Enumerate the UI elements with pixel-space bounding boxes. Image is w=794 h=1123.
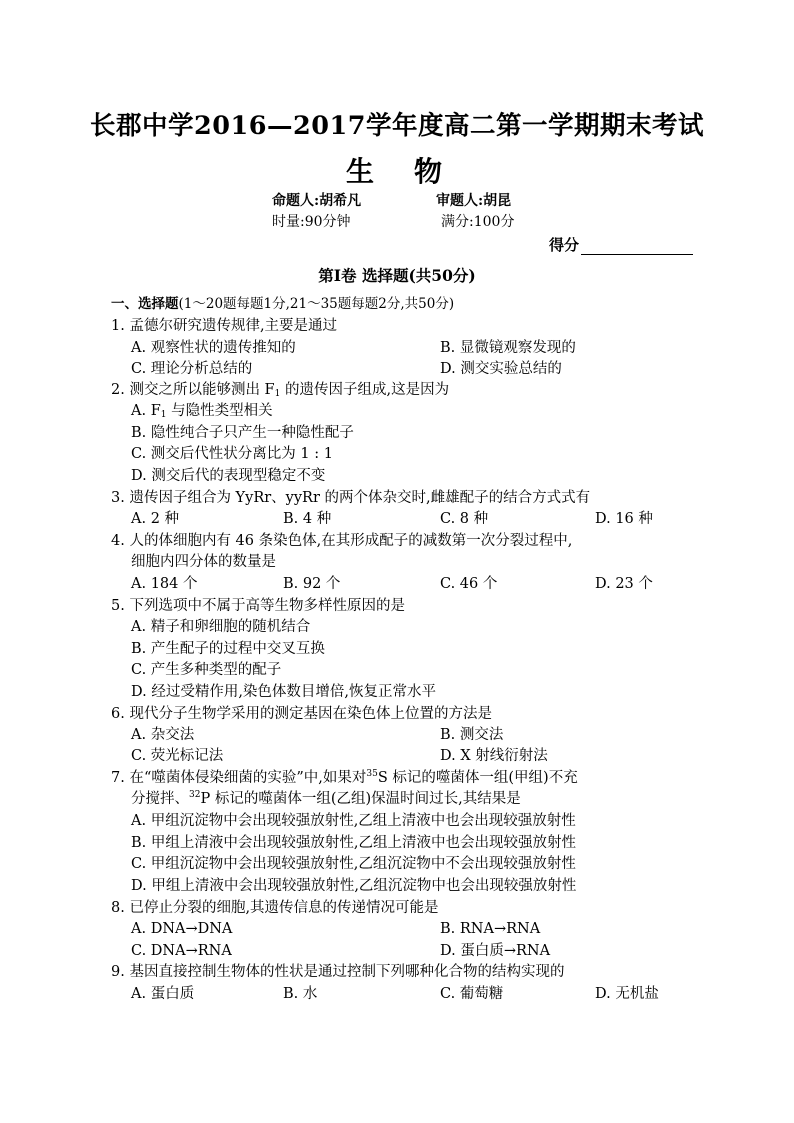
q4-option-c[interactable]: C. 46 个 [440,576,498,592]
q7-option-c[interactable]: C. 甲组沉淀物中会出现较强放射性,乙组沉淀物中不会出现较强放射性 [131,856,576,872]
q2-stem-post: 的遗传因子组成,这是因为 [280,382,450,398]
q6-option-d[interactable]: D. X 射线衍射法 [440,748,548,764]
score-field [549,234,693,255]
q4-option-a[interactable]: A. 184 个 [131,576,198,592]
q1-option-d[interactable]: D. 测交实验总结的 [440,361,562,377]
q9-option-a[interactable]: A. 蛋白质 [131,986,195,1002]
q7-option-d[interactable]: D. 甲组上清液中会出现较强放射性,乙组沉淀物中也会出现较强放射性 [131,878,577,894]
q5-option-a[interactable]: A. 精子和卵细胞的随机结合 [131,619,311,635]
question-4-stem: 4. 人的体细胞内有 46 条染色体,在其形成配子的减数第一次分裂过程中, [111,533,573,549]
q1-option-b[interactable]: B. 显微镜观察发现的 [440,340,576,356]
q4-option-b[interactable]: B. 92 个 [283,576,341,592]
q7-stem2-post: P 标记的噬菌体一组(乙组)保温时间过长,其结果是 [200,791,521,807]
q7-isotope-32: 32 [189,790,201,800]
question-6-stem: 6. 现代分子生物学采用的测定基因在染色体上位置的方法是 [111,706,492,722]
q2-stem-pre: 2. 测交之所以能够测出 F [111,382,275,398]
score-label: 得分 [549,236,580,254]
q9-option-d[interactable]: D. 无机盐 [595,986,659,1002]
q6-option-a[interactable]: A. 杂交法 [131,727,195,743]
setter-name: 胡希凡 [319,193,362,209]
q1-option-a[interactable]: A. 观察性状的遗传推知的 [131,340,296,356]
q2-a-pre: A. F [131,403,161,419]
reviewer-label: 审题人: [436,193,484,209]
q7-isotope-35: 35 [366,769,378,779]
q9-option-c[interactable]: C. 葡萄糖 [440,986,504,1002]
question-8-stem: 8. 已停止分裂的细胞,其遗传信息的传递情况可能是 [111,900,439,916]
question-4-stem-cont: 细胞内四分体的数量是 [131,554,276,570]
score-blank[interactable] [581,240,693,255]
q3-option-a[interactable]: A. 2 种 [131,511,180,527]
q2-a-post: 与隐性类型相关 [166,403,273,419]
q8-option-d[interactable]: D. 蛋白质→RNA [440,943,551,959]
q8-option-c[interactable]: C. DNA→RNA [131,943,232,959]
section-title: 第Ⅰ卷 选择题(共50分) [318,266,476,285]
q5-option-d[interactable]: D. 经过受精作用,染色体数目增倍,恢复正常水平 [131,684,437,700]
reviewer-name: 胡昆 [483,193,512,209]
q2-option-a[interactable] [131,401,273,422]
q7-option-b[interactable]: B. 甲组上清液中会出现较强放射性,乙组上清液中也会出现较强放射性 [131,835,576,851]
question-2-stem [111,380,449,401]
time-limit: 时量:90分钟 [272,214,351,230]
question-9-stem: 9. 基因直接控制生物体的性状是通过控制下列哪种化合物的结构实现的 [111,964,565,980]
q4-option-d[interactable]: D. 23 个 [595,576,653,592]
q2-stem-sub: 1 [274,389,281,399]
q6-option-c[interactable]: C. 荧光标记法 [131,748,224,764]
q2-option-d[interactable]: D. 测交后代的表现型稳定不变 [131,468,326,484]
q9-option-b[interactable]: B. 水 [283,986,318,1002]
q3-option-d[interactable]: D. 16 种 [595,511,653,527]
question-7-stem-cont [131,789,521,810]
q1-option-c[interactable]: C. 理论分析总结的 [131,361,253,377]
question-3-stem: 3. 遗传因子组合为 YyRr、yyRr 的两个体杂交时,雌雄配子的结合方式式有 [111,490,591,506]
q6-option-b[interactable]: B. 测交法 [440,727,504,743]
part-heading [111,294,454,315]
question-1-stem: 1. 孟德尔研究遗传规律,主要是通过 [111,318,338,334]
part-label: 一、选择题 [111,296,179,312]
full-score: 满分:100分 [441,214,515,230]
q2-option-b[interactable]: B. 隐性纯合子只产生一种隐性配子 [131,425,354,441]
q3-option-b[interactable]: B. 4 种 [283,511,332,527]
setter-line [272,190,361,210]
question-5-stem: 5. 下列选项中不属于高等生物多样性原因的是 [111,598,405,614]
question-7-stem [111,768,578,789]
q8-option-a[interactable]: A. DNA→DNA [131,921,233,937]
q7-option-a[interactable]: A. 甲组沉淀物中会出现较强放射性,乙组上清液中也会出现较强放射性 [131,813,576,829]
reviewer-line [436,190,511,210]
setter-label: 命题人: [272,193,320,209]
q7-stem2-pre: 分搅拌、 [131,791,189,807]
q5-option-c[interactable]: C. 产生多种类型的配子 [131,662,282,678]
q2-a-sub: 1 [160,410,167,420]
exam-title: 长郡中学2016—2017学年度高二第一学期期末考试 [90,111,704,141]
q7-stem-pre: 7. 在“噬菌体侵染细菌的实验”中,如果对 [111,770,367,786]
q8-option-b[interactable]: B. RNA→RNA [440,921,541,937]
q7-stem-post: S 标记的噬菌体一组(甲组)不充 [377,770,578,786]
part-note: (1～20题每题1分,21～35题每题2分,共50分) [178,296,455,312]
q2-option-c[interactable]: C. 测交后代性状分离比为 1 : 1 [131,446,333,462]
q5-option-b[interactable]: B. 产生配子的过程中交叉互换 [131,641,325,657]
subject-title: 生物 [345,155,482,188]
q3-option-c[interactable]: C. 8 种 [440,511,489,527]
